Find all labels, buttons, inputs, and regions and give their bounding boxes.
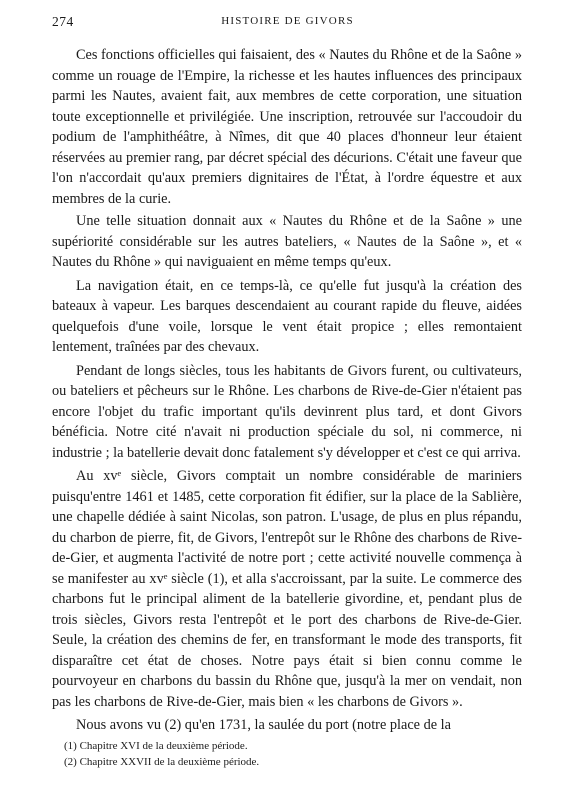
paragraph: Ces fonctions officielles qui faisaient, des « Nautes du Rhône et de la Saône » comme un rouage de l'Empire, la richesse et les hautes influences des principaux parmi les Nautes, avaient fait, aux membres de cette corporation, une situation toute exceptionnelle et privilégiée. Une inscription, retrouvée sur l'accoudoir du podium de l'amphithéâtre, à Nîmes, dit que 40 places d'honneur leur étaient réservées au premier rang, par décret spécial des décurions. C'était une faveur que l'on n'accordait qu'aux premiers dignitaires de l'État, à l'ordre équestre et aux membres de la curie. xyxy=(52,47,522,207)
page-number: 274 xyxy=(52,14,74,29)
footnote: (2) Chapitre XXVII de la deuxième période. xyxy=(64,756,260,768)
footnotes xyxy=(64,738,504,770)
paragraph: Pendant de longs siècles, tous les habitants de Givors furent, ou cultivateurs, ou bateliers et pêcheurs sur le Rhône. Les charbons de Rive-de-Gier n'étaient pas encore l'objet du trafic important qu'ils devinrent plus tard, et dont Givors bénéficia. Notre cité n'avait ni production spéciale du sol, ni commerce, ni industrie ; la batellerie devait donc fatalement s'y développer et c'est ce qui arriva. xyxy=(52,362,522,461)
paragraph: Nous avons vu (2) qu'en 1731, la saulée du port (notre place de la xyxy=(76,717,451,733)
body-text xyxy=(52,45,522,739)
page-header xyxy=(52,14,523,32)
footnote: (1) Chapitre XVI de la deuxième période. xyxy=(64,740,248,752)
running-title: HISTOIRE DE GIVORS xyxy=(221,15,354,27)
paragraph: La navigation était, en ce temps-là, ce qu'elle fut jusqu'à la création des bateaux à vapeur. Les barques descendaient au courant rapide du fleuve, aidées quelquefois d'une voile, lorsque le vent était propice ; elles remontaient lentement, traînées par des chevaux. xyxy=(52,277,522,355)
paragraph: Au xvᵉ siècle, Givors comptait un nombre considérable de mariniers puisqu'entre 1461 et 1485, cette corporation fit édifier, sur la place de la Sablière, une chapelle dédiée à saint Nicolas, son patron. L'usage, de plus en plus répandu, du charbon de pierre, fit, de Givors, l'entrepôt sur le Rhône des charbons de Rive-de-Gier, et augmenta l'activité de notre port ; cette activité nouvelle commença à se manifester au xvᵉ siècle (1), et alla s'accroissant, par la suite. Le commerce des charbons fut le principal aliment de la batellerie givordine, et, pendant plus de trois siècles, Givors resta l'entrepôt et le port des charbons de Rive-de-Gier. Seule, la création des chemins de fer, en transformant le mode des transports, fit disparaître cet état de choses. Notre pays était si bien connu comme le pourvoyeur en charbons du bassin du Rhône que, jusqu'à la mer on vendait, non pas les charbons de Rive-de-Gier, mais bien « les charbons de Givors ». xyxy=(52,468,522,710)
paragraph: Une telle situation donnait aux « Nautes du Rhône et de la Saône » une supériorité considérable sur les autres bateliers, « Nautes de la Saône », et « Nautes du Rhône » qui naviguaient en même temps qu'eux. xyxy=(52,213,522,270)
